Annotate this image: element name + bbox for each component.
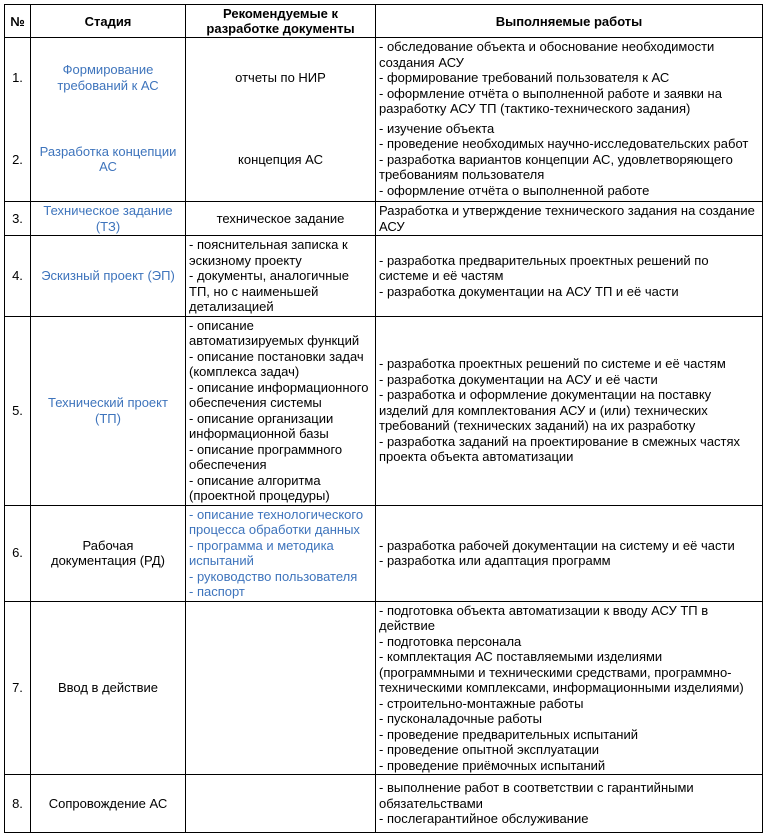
doc-item: - описание организации информационной базы	[189, 410, 334, 441]
doc-item: - пояснительная записка к эскизному проекту	[189, 237, 348, 268]
works-cell	[376, 202, 763, 236]
work-item: - разработка заданий на проектирование в смежных частях проекта объекта автоматизации	[379, 433, 741, 465]
works-cell	[376, 316, 763, 505]
table-row	[5, 601, 763, 775]
work-item: - разработка предварительных проектных решений по системе и её частям	[379, 252, 709, 283]
row-number: 5.	[5, 316, 31, 505]
table-row	[5, 202, 763, 236]
stages-table	[4, 4, 763, 833]
stage-link[interactable]: Разработка концепции АС	[31, 118, 186, 202]
work-item: - проведение предварительных испытаний	[379, 726, 639, 742]
table-row	[5, 118, 763, 202]
column-header-works: Выполняемые работы	[376, 5, 763, 38]
stage-label: Сопровождение АС	[31, 775, 186, 833]
docs-cell-empty	[186, 775, 376, 833]
works-cell	[376, 236, 763, 317]
docs-list	[186, 236, 376, 317]
work-item: - разработка и оформление документации на поставку изделий для комплектования АСУ и (или) технических требований (технических заданий) на их разработку	[379, 387, 712, 434]
works-cell	[376, 601, 763, 775]
column-header-num: №	[5, 5, 31, 38]
docs-links-list[interactable]	[186, 505, 376, 601]
column-header-docs: Рекомендуемые к разработке документы	[186, 5, 376, 38]
work-item: - разработка рабочей документации на систему и её части	[379, 537, 735, 553]
work-item: - подготовка персонала	[379, 633, 522, 649]
header-row	[5, 5, 763, 38]
doc-item: - описание постановки задач (комплекса задач)	[189, 348, 364, 379]
docs-cell: концепция АС	[186, 118, 376, 202]
docs-cell: техническое задание	[186, 202, 376, 236]
work-item: - разработка документации на АСУ и её части	[379, 371, 658, 387]
work-item: - проведение необходимых научно-исследовательских работ	[379, 136, 749, 151]
stage-link[interactable]: Эскизный проект (ЭП)	[31, 236, 186, 317]
doc-link[interactable]: - паспорт	[189, 584, 245, 599]
doc-item: - описание алгоритма (проектной процедуры)	[189, 472, 330, 503]
work-item: - пусконаладочные работы	[379, 711, 542, 726]
work-item: - подготовка объекта автоматизации к вводу АСУ ТП в действие	[379, 602, 709, 633]
work-item: - выполнение работ в соответствии с гарантийными обязательствами	[379, 780, 694, 811]
doc-link[interactable]: - руководство пользователя	[189, 568, 358, 584]
work-item: - послегарантийное обслуживание	[379, 811, 589, 827]
work-item: - разработка вариантов концепции АС, удовлетворяющего требованиям пользователя	[379, 151, 733, 182]
doc-item: - документы, аналогичные ТП, но с наименьшей детализацией	[189, 268, 349, 314]
works-cell	[376, 118, 763, 202]
docs-cell-empty	[186, 601, 376, 775]
doc-link[interactable]: - описание технологического процесса обработки данных	[189, 506, 364, 537]
table-row	[5, 505, 763, 601]
doc-item: - описание автоматизируемых функций	[189, 317, 360, 348]
work-item: - оформление отчёта о выполненной работе	[379, 182, 650, 198]
docs-cell: отчеты по НИР	[186, 38, 376, 118]
work-item: - разработка проектных решений по системе и её частям	[379, 356, 726, 372]
table-row	[5, 316, 763, 505]
works-cell	[376, 505, 763, 601]
row-number: 2.	[5, 118, 31, 202]
works-cell	[376, 38, 763, 118]
work-item: - разработка или адаптация программ	[379, 553, 611, 568]
column-header-stage: Стадия	[31, 5, 186, 38]
stage-label: Ввод в действие	[31, 601, 186, 775]
work-item: - проведение опытной эксплуатации	[379, 742, 599, 757]
stage-link[interactable]: Технический проект (ТП)	[31, 316, 186, 505]
work-item: Разработка и утверждение технического задания на создание АСУ	[379, 203, 755, 234]
doc-item: - описание программного обеспечения	[189, 441, 343, 472]
row-number: 1.	[5, 38, 31, 118]
work-item: - комплектация АС поставляемыми изделиями (программными и техническими средствами, программно-техническими комплексами, информационными изделиями)	[379, 649, 744, 695]
table-row	[5, 775, 763, 833]
doc-item: - описание информационного обеспечения системы	[189, 379, 369, 410]
table-row	[5, 38, 763, 118]
stage-link[interactable]: Техническое задание (ТЗ)	[31, 202, 186, 236]
stage-label: Рабочая документация (РД)	[31, 505, 186, 601]
work-item: - оформление отчёта о выполненной работе и заявки на разработку АСУ ТП (тактико-технического задания)	[379, 85, 722, 116]
work-item: - обследование объекта и обоснование необходимости создания АСУ	[379, 39, 715, 70]
row-number: 7.	[5, 601, 31, 775]
works-cell	[376, 775, 763, 833]
work-item: - строительно-монтажные работы	[379, 695, 584, 711]
row-number: 8.	[5, 775, 31, 833]
row-number: 6.	[5, 505, 31, 601]
work-item: - формирование требований пользователя к АС	[379, 70, 670, 85]
row-number: 3.	[5, 202, 31, 236]
work-item: - проведение приёмочных испытаний	[379, 757, 606, 773]
docs-list	[186, 316, 376, 505]
work-item: - изучение объекта	[379, 120, 495, 136]
work-item: - разработка документации на АСУ ТП и её части	[379, 283, 679, 299]
stage-link[interactable]: Формирование требований к АС	[31, 38, 186, 118]
row-number: 4.	[5, 236, 31, 317]
table-row	[5, 236, 763, 317]
doc-link[interactable]: - программа и методика испытаний	[189, 537, 334, 568]
